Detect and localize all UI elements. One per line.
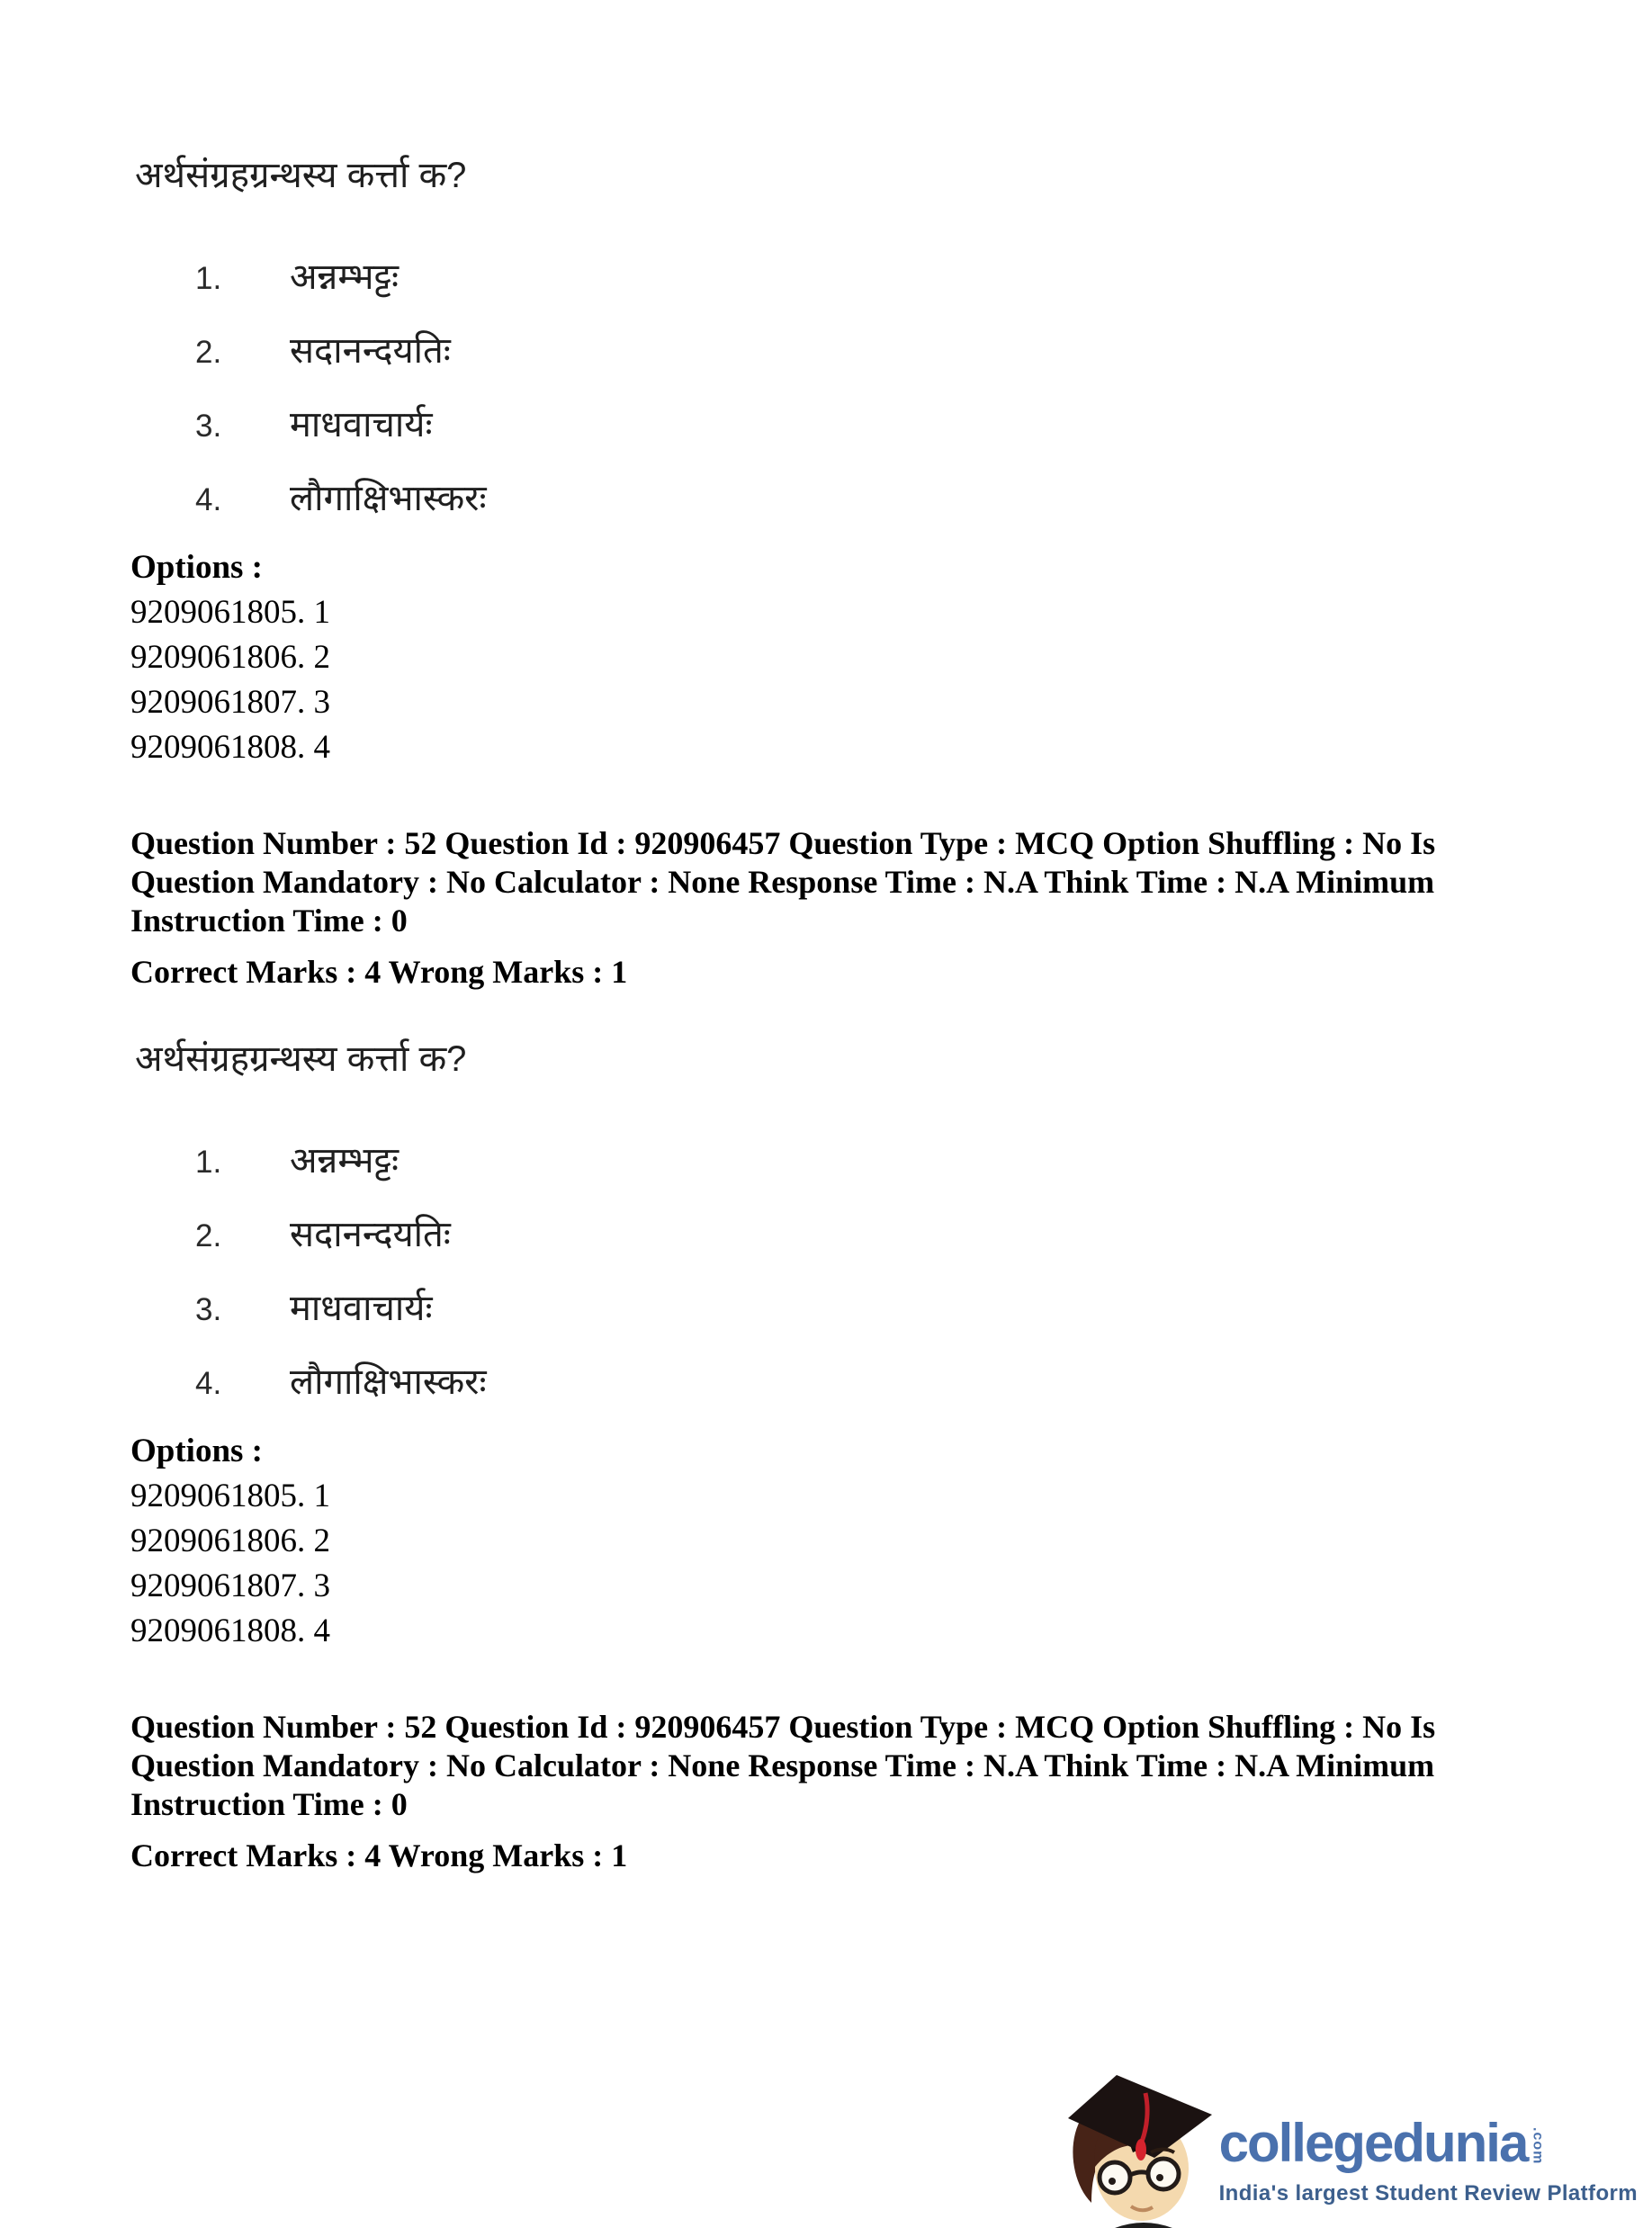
choice-label: लौगाक्षिभास्करः (290, 1362, 487, 1402)
choice-row (130, 250, 1652, 301)
choice-number: 1. (195, 1145, 222, 1180)
marks-line: Correct Marks : 4 Wrong Marks : 1 (130, 1837, 628, 1873)
choice-label: सदानन्दयतिः (290, 331, 451, 371)
option-id-line: 9209061808. 4 (130, 729, 330, 766)
choice-number: 3. (195, 409, 222, 444)
option-id-line: 9209061805. 1 (130, 1478, 330, 1514)
choice-label: अन्नम्भट्टः (290, 257, 400, 297)
option-id-line: 9209061807. 3 (130, 1568, 330, 1604)
choice-label: सदानन्दयतिः (290, 1215, 451, 1254)
question-metadata (130, 824, 1652, 940)
options-heading: Options : (130, 549, 264, 586)
choice-label: माधवाचार्यः (290, 405, 433, 445)
metadata-line: Question Number : 52 Question Id : 920906457 Question Type : MCQ Option Shuffling : No Is (130, 1709, 1436, 1745)
option-id-line: 9209061808. 4 (130, 1613, 330, 1649)
options-heading: Options : (130, 1433, 264, 1469)
choice-number: 2. (195, 335, 222, 370)
choice-list (130, 1134, 1652, 1406)
collegedunia-logo (1064, 2066, 1638, 2228)
marks-line: Correct Marks : 4 Wrong Marks : 1 (130, 954, 628, 990)
metadata-line: Question Mandatory : No Calculator : None Response Time : N.A Think Time : N.A Minimum (130, 864, 1435, 900)
metadata-line: Instruction Time : 0 (130, 903, 408, 939)
choice-label: लौगाक्षिभास्करः (290, 479, 487, 518)
option-id-line: 9209061805. 1 (130, 594, 330, 631)
choice-label: अन्नम्भट्टः (290, 1141, 400, 1181)
choice-row (130, 1208, 1652, 1258)
option-id-line: 9209061806. 2 (130, 639, 330, 676)
choice-row (130, 1281, 1652, 1332)
brand-wordmark: collegedunia (1218, 2113, 1528, 2173)
question-text: अर्थसंग्रहग्रन्थस्य कर्त्ता क? (135, 156, 467, 195)
brand-domain-suffix: .com (1530, 2127, 1546, 2165)
choice-row (130, 1134, 1652, 1184)
choice-row (130, 472, 1652, 522)
option-id-list (130, 590, 1652, 770)
choice-number: 2. (195, 1218, 222, 1253)
choice-number: 3. (195, 1292, 222, 1327)
metadata-line: Instruction Time : 0 (130, 1786, 408, 1822)
choice-row (130, 324, 1652, 374)
option-id-line: 9209061806. 2 (130, 1523, 330, 1559)
question-metadata (130, 1708, 1652, 1824)
choice-row (130, 398, 1652, 448)
question-block-2 (130, 1033, 1652, 1875)
question-text: अर्थसंग्रहग्रन्थस्य कर्त्ता क? (135, 1039, 467, 1079)
brand-tagline: India's largest Student Review Platform (1218, 2181, 1638, 2206)
brand-row (1218, 2113, 1638, 2173)
logo-text-column (1218, 2113, 1638, 2206)
choice-number: 1. (195, 261, 222, 296)
metadata-line: Question Mandatory : No Calculator : None Response Time : N.A Think Time : N.A Minimum (130, 1747, 1435, 1783)
option-id-list (130, 1474, 1652, 1654)
question-block-1 (130, 149, 1652, 992)
metadata-line: Question Number : 52 Question Id : 920906457 Question Type : MCQ Option Shuffling : No Is (130, 825, 1436, 861)
choice-row (130, 1355, 1652, 1406)
option-id-line: 9209061807. 3 (130, 684, 330, 721)
choice-list (130, 250, 1652, 522)
graduate-boy-mascot-icon (1064, 2066, 1214, 2228)
choice-number: 4. (195, 1366, 222, 1401)
choice-label: माधवाचार्यः (290, 1289, 433, 1328)
choice-number: 4. (195, 482, 222, 517)
